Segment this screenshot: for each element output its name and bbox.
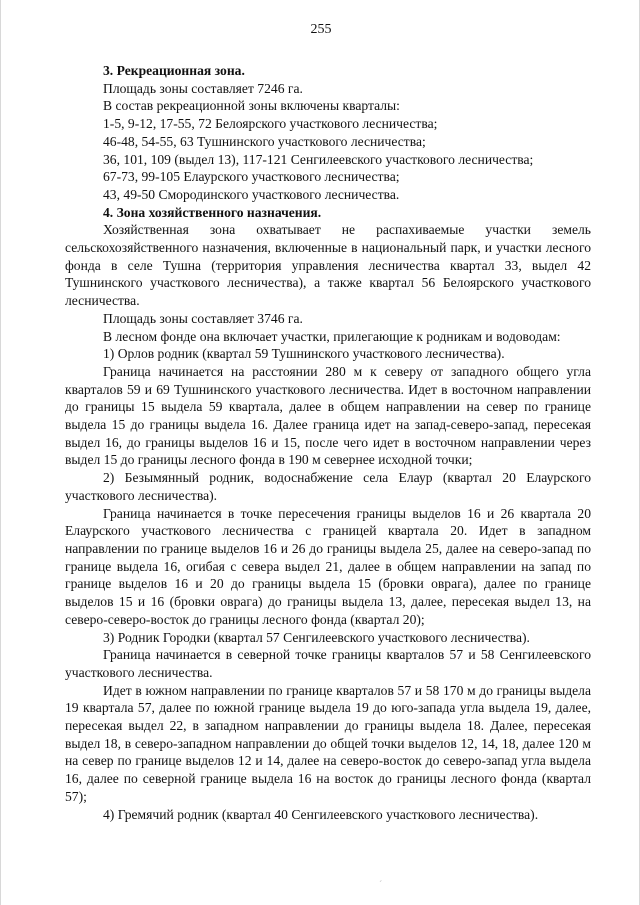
section-3-list-item: 43, 49-50 Смородинского участкового лесничества.	[103, 186, 400, 202]
section-3-list-item: 1-5, 9-12, 17-55, 72 Белоярского участкового лесничества;	[103, 116, 438, 132]
page-number: 255	[310, 22, 332, 37]
spring-3-title: 3) Родник Городки (квартал 57 Сенгилеевского участкового лесничества).	[103, 629, 530, 645]
spring-1-title: 1) Орлов родник (квартал 59 Тушнинского участкового лесничества).	[103, 346, 505, 362]
spring-2-boundary: Граница начинается в точке пересечения границы выделов 16 и 26 квартала 20 Елаурского участкового лесничества с границей квартала 20. Идет в западном направлении по границе выделов 16 и 26 до границы выдела 25, далее на северо-запад по границе выдела 16, огибая с севера выдел 21, далее в общем направлении на запад по границе выделов 16 и 20 до границы выдела 15 (бровки оврага), далее по границе выделов 15 и 16 (бровки оврага) до границы выдела 13, далее, пересекая выдел 13, на северо-северо-восток до границы лесного фонда (квартал 20);	[65, 505, 591, 627]
section-3-area: Площадь зоны составляет 7246 га.	[103, 80, 303, 96]
spring-4-title: 4) Гремячий родник (квартал 40 Сенгилеевского участкового лесничества).	[103, 806, 539, 822]
section-4-heading: 4. Зона хозяйственного назначения.	[103, 204, 322, 220]
spring-3-boundary: Граница начинается в северной точке границы кварталов 57 и 58 Сенгилеевского участкового лесничества.	[65, 647, 591, 680]
section-4-description: Хозяйственная зона охватывает не распахиваемые участки земель сельскохозяйственного назначения, включенные в национальный парк, и участки лесного фонда в селе Тушна (территория управления лесничества квартал 33, выдел 42 Тушнинского участкового лесничества), а также квартал 56 Белоярского участкового лесничества.	[65, 222, 591, 309]
section-3-heading: 3. Рекреационная зона.	[103, 63, 245, 78]
section-4-forest-fund: В лесном фонде она включает участки, прилегающие к родникам и водоводам:	[103, 328, 561, 344]
section-3-intro: В состав рекреационной зоны включены кварталы:	[103, 98, 400, 114]
section-3-list-item: 36, 101, 109 (выдел 13), 117-121 Сенгилеевского участкового лесничества;	[103, 151, 534, 167]
section-4-area: Площадь зоны составляет 3746 га.	[103, 310, 303, 326]
spring-2-title: 2) Безымянный родник, водоснабжение села Елаур (квартал 20 Елаурского участкового лесничества).	[65, 470, 591, 503]
section-3-list-item: 67-73, 99-105 Елаурского участкового лесничества;	[103, 169, 400, 185]
page-content	[65, 62, 591, 823]
spring-1-boundary: Граница начинается на расстоянии 280 м к северу от западного общего угла кварталов 59 и 69 Тушнинского участкового лесничества. Идет в восточном направлении до границы 15 выдела 59 квартала, далее в общем направлении на север по границе выдела 15 до границы выдела 16. Далее граница идет на запад-северо-запад, пересекая выдел 16, до границы выделов 16 и 15, после чего идет в восточном направлении через выдел 15 до границы лесного фонда в 190 м севернее исходной точки;	[65, 363, 591, 468]
scan-speck: ˊ	[379, 880, 383, 891]
spring-3-boundary-continued: Идет в южном направлении по границе кварталов 57 и 58 170 м до границы выдела 19 квартала 57, далее по южной границе выдела 19 до юго-запада угла выдела 19, далее, пересекая выдел 22, в западном направлении до границы выдела 18. Далее, пересекая выдел 18, в северо-западном направлении до общей точки выделов 12, 14, 18, далее 120 м на север по границе выделов 12 и 14, далее на северо-восток до северо-запад угла выдела 16, далее по северной границе выдела 16 на восток до границы лесного фонда (квартал 57);	[65, 682, 591, 804]
section-3-list-item: 46-48, 54-55, 63 Тушнинского участкового лесничества;	[103, 133, 426, 149]
